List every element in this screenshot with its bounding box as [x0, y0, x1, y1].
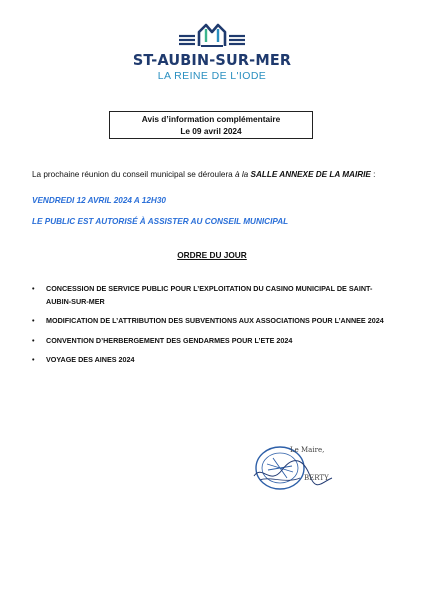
intro-colon: :: [370, 170, 376, 179]
agenda-item-text: VOYAGE DES AINES 2024: [46, 355, 135, 364]
meeting-datetime: VENDREDI 12 AVRIL 2024 A 12H30: [32, 196, 166, 205]
meeting-intro: [32, 170, 375, 179]
agenda-item: [32, 315, 392, 328]
agenda-item: [32, 354, 392, 367]
bullet-icon: •: [32, 335, 35, 345]
signature-name: BERTY: [304, 474, 329, 482]
notice-title: Avis d’information complémentaire: [141, 114, 281, 124]
agenda-item-text: MODIFICATION DE L’ATTRIBUTION DES SUBVENTIONS AUX ASSOCIATIONS POUR L’ANNEE 2024: [46, 316, 384, 325]
public-notice: LE PUBLIC EST AUTORISÉ À ASSISTER AU CONSEIL MUNICIPAL: [32, 217, 289, 226]
agenda-item: [32, 335, 392, 348]
notice-box: [109, 111, 313, 139]
notice-date: Le 09 avril 2024: [180, 125, 242, 136]
bullet-icon: •: [32, 316, 35, 325]
agenda-list: [32, 283, 392, 374]
agenda-title: ORDRE DU JOUR: [177, 250, 247, 260]
town-logo: [0, 22, 424, 82]
agenda-item: [32, 283, 392, 308]
signature-title: Le Maire,: [290, 446, 325, 454]
bullet-icon: •: [32, 284, 35, 293]
town-name: ST-AUBIN-SUR-MER: [132, 51, 292, 69]
town-houses-icon: [177, 22, 247, 48]
bullet-icon: •: [32, 355, 35, 364]
intro-text: La prochaine réunion du conseil municipal se déroulera: [32, 170, 235, 179]
town-tagline: LA REINE DE L'IODE: [157, 70, 267, 82]
intro-preposition: à la: [235, 170, 251, 179]
meeting-venue: SALLE ANNEXE DE LA MAIRIE: [250, 170, 371, 179]
agenda-item-text: CONCESSION DE SERVICE PUBLIC POUR L’EXPLOITATION DU CASINO MUNICIPAL DE SAINT-AUBIN-SUR-MER: [46, 284, 373, 306]
agenda-item-text: CONVENTION D’HERBERGEMENT DES GENDARMES POUR L’ETE 2024: [46, 335, 293, 345]
